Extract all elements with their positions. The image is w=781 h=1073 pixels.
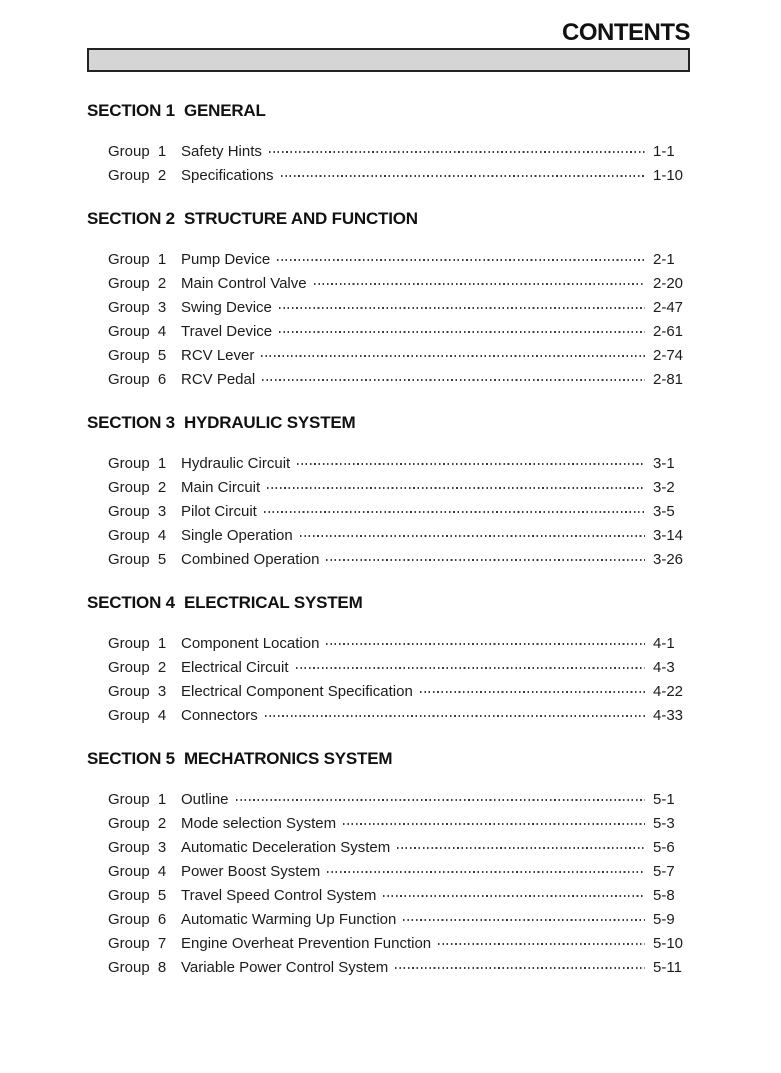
entry-title: Electrical Circuit: [181, 658, 289, 676]
entry-group-label: Group: [108, 706, 150, 724]
entry-title: Automatic Deceleration System: [181, 838, 391, 856]
section-heading: [87, 101, 690, 120]
entry-group-label: Group: [108, 478, 150, 496]
toc-entry: [87, 907, 690, 931]
toc-entry: [87, 547, 690, 571]
entry-page-number: 4-1: [653, 634, 675, 652]
entry-group-label: Group: [108, 682, 150, 700]
entry-page-number: 5-6: [653, 838, 675, 856]
entry-group-label: Group: [108, 886, 150, 904]
entry-page-number: 2-74: [653, 346, 684, 364]
dot-leader: [267, 487, 645, 489]
entry-group-label: Group: [108, 862, 150, 880]
entry-page-number: 5-7: [653, 862, 675, 880]
dot-leader: [281, 175, 645, 177]
entry-group-number: 5: [157, 886, 167, 904]
section-heading: [87, 593, 690, 612]
dot-leader: [277, 259, 645, 261]
dot-leader: [265, 715, 645, 717]
dot-leader: [296, 667, 645, 669]
entry-title: Travel Device: [181, 322, 273, 340]
entry-page-number: 4-3: [653, 658, 675, 676]
dot-leader: [420, 691, 645, 693]
toc-section: [87, 593, 690, 727]
entry-title: Component Location: [181, 634, 320, 652]
entry-group-label: Group: [108, 934, 150, 952]
entry-page-number: 1-1: [653, 142, 675, 160]
section-entries: [87, 139, 690, 187]
entry-group-number: 2: [157, 166, 167, 184]
toc-entry: [87, 271, 690, 295]
entry-group-number: 1: [157, 454, 167, 472]
toc-entry: [87, 523, 690, 547]
dot-leader: [438, 943, 645, 945]
entry-group-number: 3: [157, 502, 167, 520]
entry-page-number: 4-33: [653, 706, 684, 724]
entry-title: Single Operation: [181, 526, 293, 544]
entry-page-number: 2-61: [653, 322, 684, 340]
dot-leader: [383, 895, 645, 897]
section-entries: [87, 247, 690, 391]
toc-section: [87, 749, 690, 979]
entry-group-label: Group: [108, 298, 150, 316]
dot-leader: [300, 535, 645, 537]
entry-group-number: 7: [157, 934, 167, 952]
section-label: SECTION 4: [87, 593, 175, 612]
entry-title: RCV Lever: [181, 346, 255, 364]
section-label: SECTION 1: [87, 101, 175, 120]
section-label: SECTION 5: [87, 749, 175, 768]
entry-group-number: 1: [157, 790, 167, 808]
entry-group-label: Group: [108, 142, 150, 160]
entry-title: Mode selection System: [181, 814, 337, 832]
dot-leader: [264, 511, 645, 513]
entry-group-label: Group: [108, 958, 150, 976]
entry-group-label: Group: [108, 658, 150, 676]
section-heading: [87, 749, 690, 768]
entry-title: Safety Hints: [181, 142, 262, 160]
entry-group-label: Group: [108, 502, 150, 520]
section-heading: [87, 209, 690, 228]
toc-entry: [87, 343, 690, 367]
entry-group-number: 5: [157, 346, 167, 364]
entry-group-number: 3: [157, 682, 167, 700]
toc-entry: [87, 883, 690, 907]
dot-leader: [403, 919, 645, 921]
toc-entry: [87, 475, 690, 499]
entry-group-label: Group: [108, 274, 150, 292]
entry-page-number: 3-5: [653, 502, 675, 520]
section-label: SECTION 3: [87, 413, 175, 432]
entry-group-label: Group: [108, 526, 150, 544]
entry-page-number: 3-1: [653, 454, 675, 472]
entry-title: Pilot Circuit: [181, 502, 257, 520]
entry-page-number: 3-26: [653, 550, 684, 568]
entry-title: Engine Overheat Prevention Function: [181, 934, 432, 952]
toc-section: [87, 209, 690, 391]
entry-page-number: 5-3: [653, 814, 675, 832]
dot-leader: [279, 307, 645, 309]
dot-leader: [326, 559, 645, 561]
entry-page-number: 2-47: [653, 298, 684, 316]
toc-entry: [87, 679, 690, 703]
dot-leader: [261, 355, 645, 357]
entry-group-label: Group: [108, 454, 150, 472]
entry-page-number: 4-22: [653, 682, 684, 700]
dot-leader: [327, 871, 645, 873]
toc-entry: [87, 835, 690, 859]
toc-entry: [87, 787, 690, 811]
dot-leader: [343, 823, 645, 825]
toc-entry: [87, 811, 690, 835]
entry-group-label: Group: [108, 814, 150, 832]
entry-title: Main Control Valve: [181, 274, 307, 292]
entry-title: Specifications: [181, 166, 274, 184]
entry-group-number: 4: [157, 526, 167, 544]
toc-entry: [87, 451, 690, 475]
section-entries: [87, 787, 690, 979]
entry-group-label: Group: [108, 322, 150, 340]
entry-title: Pump Device: [181, 250, 271, 268]
entry-group-label: Group: [108, 370, 150, 388]
entry-group-label: Group: [108, 910, 150, 928]
entry-group-number: 6: [157, 370, 167, 388]
entry-group-label: Group: [108, 790, 150, 808]
dot-leader: [314, 283, 645, 285]
entry-page-number: 2-81: [653, 370, 684, 388]
dot-leader: [279, 331, 645, 333]
entry-page-number: 5-11: [653, 958, 682, 976]
section-heading: [87, 413, 690, 432]
entry-title: Connectors: [181, 706, 258, 724]
entry-title: Outline: [181, 790, 229, 808]
entry-group-number: 3: [157, 298, 167, 316]
toc-entry: [87, 319, 690, 343]
entry-title: Hydraulic Circuit: [181, 454, 291, 472]
entry-group-number: 1: [157, 634, 167, 652]
entry-group-number: 5: [157, 550, 167, 568]
entry-title: RCV Pedal: [181, 370, 256, 388]
entry-group-number: 2: [157, 814, 167, 832]
toc-entry: [87, 703, 690, 727]
entry-group-number: 4: [157, 322, 167, 340]
page-title: CONTENTS: [562, 19, 690, 46]
toc-entry: [87, 859, 690, 883]
entry-page-number: 5-8: [653, 886, 675, 904]
dot-leader: [395, 967, 645, 969]
entry-title: Power Boost System: [181, 862, 321, 880]
entry-page-number: 5-10: [653, 934, 684, 952]
toc-entry: [87, 631, 690, 655]
section-title: STRUCTURE AND FUNCTION: [183, 209, 418, 228]
section-entries: [87, 631, 690, 727]
toc-section: [87, 413, 690, 571]
entry-title: Combined Operation: [181, 550, 320, 568]
entry-page-number: 3-14: [653, 526, 684, 544]
toc-sections: [87, 101, 690, 979]
entry-title: Swing Device: [181, 298, 272, 316]
dot-leader: [236, 799, 645, 801]
dot-leader: [269, 151, 645, 153]
entry-group-number: 8: [157, 958, 167, 976]
toc-entry: [87, 247, 690, 271]
entry-group-number: 2: [157, 478, 167, 496]
entry-group-label: Group: [108, 166, 150, 184]
entry-title: Variable Power Control System: [181, 958, 389, 976]
dot-leader: [397, 847, 645, 849]
section-title: HYDRAULIC SYSTEM: [183, 413, 356, 432]
entry-page-number: 5-9: [653, 910, 675, 928]
entry-title: Automatic Warming Up Function: [181, 910, 397, 928]
toc-entry: [87, 655, 690, 679]
section-entries: [87, 451, 690, 571]
entry-group-number: 1: [157, 250, 167, 268]
entry-page-number: 2-1: [653, 250, 675, 268]
entry-page-number: 1-10: [653, 166, 684, 184]
section-title: GENERAL: [183, 101, 266, 120]
entry-group-label: Group: [108, 550, 150, 568]
section-title: MECHATRONICS SYSTEM: [183, 749, 393, 768]
toc-entry: [87, 367, 690, 391]
entry-group-label: Group: [108, 346, 150, 364]
toc-section: [87, 101, 690, 187]
entry-title: Main Circuit: [181, 478, 261, 496]
entry-title: Electrical Component Specification: [181, 682, 413, 700]
entry-page-number: 3-2: [653, 478, 675, 496]
dot-leader: [262, 379, 645, 381]
dot-leader: [326, 643, 645, 645]
entry-group-number: 2: [157, 658, 167, 676]
entry-page-number: 5-1: [653, 790, 675, 808]
dot-leader: [297, 463, 645, 465]
entry-group-number: 6: [157, 910, 167, 928]
entry-group-number: 3: [157, 838, 167, 856]
entry-title: Travel Speed Control System: [181, 886, 377, 904]
entry-group-label: Group: [108, 634, 150, 652]
header-bar: [87, 48, 690, 72]
toc-entry: [87, 163, 690, 187]
section-label: SECTION 2: [87, 209, 175, 228]
entry-group-label: Group: [108, 250, 150, 268]
entry-group-number: 4: [157, 862, 167, 880]
toc-entry: [87, 931, 690, 955]
entry-group-number: 2: [157, 274, 167, 292]
toc-entry: [87, 139, 690, 163]
entry-page-number: 2-20: [653, 274, 684, 292]
entry-group-number: 4: [157, 706, 167, 724]
toc-entry: [87, 295, 690, 319]
section-title: ELECTRICAL SYSTEM: [183, 593, 363, 612]
entry-group-number: 1: [157, 142, 167, 160]
toc-entry: [87, 955, 690, 979]
toc-entry: [87, 499, 690, 523]
entry-group-label: Group: [108, 838, 150, 856]
